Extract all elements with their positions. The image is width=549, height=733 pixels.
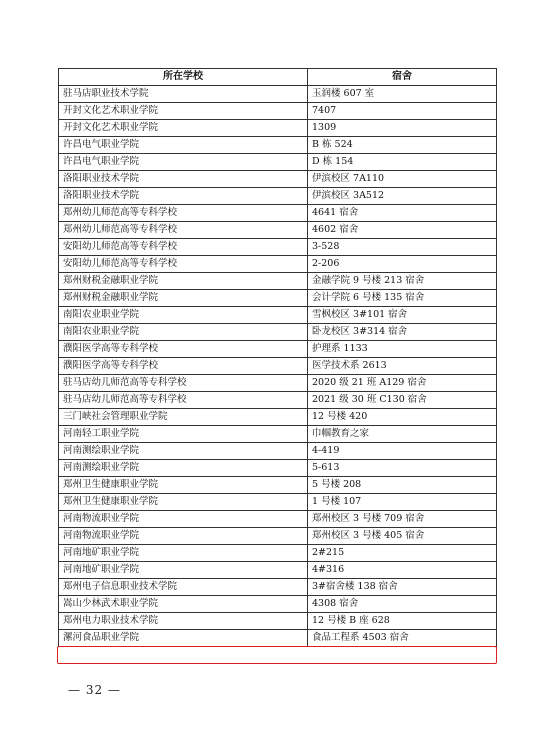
cell-school: 郑州卫生健康职业学院 <box>59 494 308 511</box>
cell-dormitory: 1309 <box>308 120 497 137</box>
table-row <box>59 290 497 307</box>
cell-dormitory: 卧龙校区 3#314 宿舍 <box>308 324 497 341</box>
cell-school: 郑州财税金融职业学院 <box>59 290 308 307</box>
cell-dormitory: 4602 宿舍 <box>308 222 497 239</box>
cell-school: 河南测绘职业学院 <box>59 460 308 477</box>
header-dormitory: 宿舍 <box>308 69 497 86</box>
header-school: 所在学校 <box>59 69 308 86</box>
table-row <box>59 273 497 290</box>
table-row <box>59 630 497 647</box>
cell-dormitory: 伊滨校区 7A110 <box>308 171 497 188</box>
table-row <box>59 579 497 596</box>
cell-school: 驻马店幼儿师范高等专科学校 <box>59 375 308 392</box>
cell-dormitory: 2#215 <box>308 545 497 562</box>
table-row <box>59 358 497 375</box>
table-row <box>59 341 497 358</box>
table-row <box>59 103 497 120</box>
table-row <box>59 392 497 409</box>
table-body <box>59 86 497 647</box>
cell-school: 郑州电力职业技术学院 <box>59 613 308 630</box>
cell-school: 许昌电气职业学院 <box>59 137 308 154</box>
table-row <box>59 477 497 494</box>
cell-dormitory: 食品工程系 4503 宿舍 <box>308 630 497 647</box>
table-row <box>59 307 497 324</box>
cell-school: 河南物流职业学院 <box>59 511 308 528</box>
cell-school: 洛阳职业技术学院 <box>59 188 308 205</box>
cell-school: 开封文化艺术职业学院 <box>59 103 308 120</box>
cell-school: 河南轻工职业学院 <box>59 426 308 443</box>
table-row <box>59 205 497 222</box>
table-row <box>59 256 497 273</box>
table-row <box>59 460 497 477</box>
cell-school: 郑州财税金融职业学院 <box>59 273 308 290</box>
cell-dormitory: 3#宿舍楼 138 宿舍 <box>308 579 497 596</box>
cell-dormitory: 玉润楼 607 室 <box>308 86 497 103</box>
table-row <box>59 426 497 443</box>
table-header-row <box>59 69 497 86</box>
table-row <box>59 222 497 239</box>
cell-school: 河南物流职业学院 <box>59 528 308 545</box>
cell-dormitory: 4#316 <box>308 562 497 579</box>
cell-school: 河南测绘职业学院 <box>59 443 308 460</box>
cell-dormitory: B 栋 524 <box>308 137 497 154</box>
cell-school: 安阳幼儿师范高等专科学校 <box>59 256 308 273</box>
cell-dormitory: 郑州校区 3 号楼 709 宿舍 <box>308 511 497 528</box>
table-row <box>59 528 497 545</box>
cell-school: 南阳农业职业学院 <box>59 324 308 341</box>
cell-dormitory: 护理系 1133 <box>308 341 497 358</box>
cell-school: 洛阳职业技术学院 <box>59 171 308 188</box>
table-row <box>59 494 497 511</box>
cell-dormitory: 2020 级 21 班 A129 宿舍 <box>308 375 497 392</box>
table-row <box>59 375 497 392</box>
cell-school: 驻马店职业技术学院 <box>59 86 308 103</box>
cell-dormitory: D 栋 154 <box>308 154 497 171</box>
highlight-box <box>57 646 497 664</box>
cell-dormitory: 会计学院 6 号楼 135 宿舍 <box>308 290 497 307</box>
table-row <box>59 511 497 528</box>
cell-school: 郑州电子信息职业技术学院 <box>59 579 308 596</box>
cell-dormitory: 4-419 <box>308 443 497 460</box>
cell-dormitory: 1 号楼 107 <box>308 494 497 511</box>
cell-school: 濮阳医学高等专科学校 <box>59 341 308 358</box>
table-row <box>59 562 497 579</box>
table-row <box>59 409 497 426</box>
page-number: — 32 — <box>68 683 121 697</box>
cell-school: 河南地矿职业学院 <box>59 562 308 579</box>
cell-dormitory: 12 号楼 B 座 628 <box>308 613 497 630</box>
table-row <box>59 239 497 256</box>
cell-dormitory: 4641 宿舍 <box>308 205 497 222</box>
cell-school: 郑州幼儿师范高等专科学校 <box>59 222 308 239</box>
table-row <box>59 120 497 137</box>
table-row <box>59 596 497 613</box>
table-row <box>59 137 497 154</box>
cell-school: 郑州幼儿师范高等专科学校 <box>59 205 308 222</box>
table-row <box>59 613 497 630</box>
table-row <box>59 86 497 103</box>
table-row <box>59 324 497 341</box>
cell-school: 三门峡社会管理职业学院 <box>59 409 308 426</box>
cell-school: 安阳幼儿师范高等专科学校 <box>59 239 308 256</box>
cell-dormitory: 5 号楼 208 <box>308 477 497 494</box>
table-row <box>59 188 497 205</box>
cell-dormitory: 5-613 <box>308 460 497 477</box>
table-row <box>59 443 497 460</box>
cell-dormitory: 2021 级 30 班 C130 宿舍 <box>308 392 497 409</box>
cell-school: 郑州卫生健康职业学院 <box>59 477 308 494</box>
cell-dormitory: 伊滨校区 3A512 <box>308 188 497 205</box>
cell-dormitory: 医学技术系 2613 <box>308 358 497 375</box>
cell-dormitory: 4308 宿舍 <box>308 596 497 613</box>
cell-dormitory: 郑州校区 3 号楼 405 宿舍 <box>308 528 497 545</box>
cell-dormitory: 雪枫校区 3#101 宿舍 <box>308 307 497 324</box>
cell-dormitory: 2-206 <box>308 256 497 273</box>
cell-dormitory: 巾帼教育之家 <box>308 426 497 443</box>
cell-school: 驻马店幼儿师范高等专科学校 <box>59 392 308 409</box>
cell-dormitory: 12 号楼 420 <box>308 409 497 426</box>
cell-school: 河南地矿职业学院 <box>59 545 308 562</box>
cell-school: 濮阳医学高等专科学校 <box>59 358 308 375</box>
dormitory-table <box>58 68 497 647</box>
cell-dormitory: 7407 <box>308 103 497 120</box>
cell-school: 南阳农业职业学院 <box>59 307 308 324</box>
cell-school: 开封文化艺术职业学院 <box>59 120 308 137</box>
cell-school: 许昌电气职业学院 <box>59 154 308 171</box>
cell-school: 嵩山少林武术职业学院 <box>59 596 308 613</box>
cell-dormitory: 3-528 <box>308 239 497 256</box>
table-row <box>59 171 497 188</box>
cell-school: 漯河食品职业学院 <box>59 630 308 647</box>
cell-dormitory: 金融学院 9 号楼 213 宿舍 <box>308 273 497 290</box>
table-row <box>59 545 497 562</box>
table-row <box>59 154 497 171</box>
